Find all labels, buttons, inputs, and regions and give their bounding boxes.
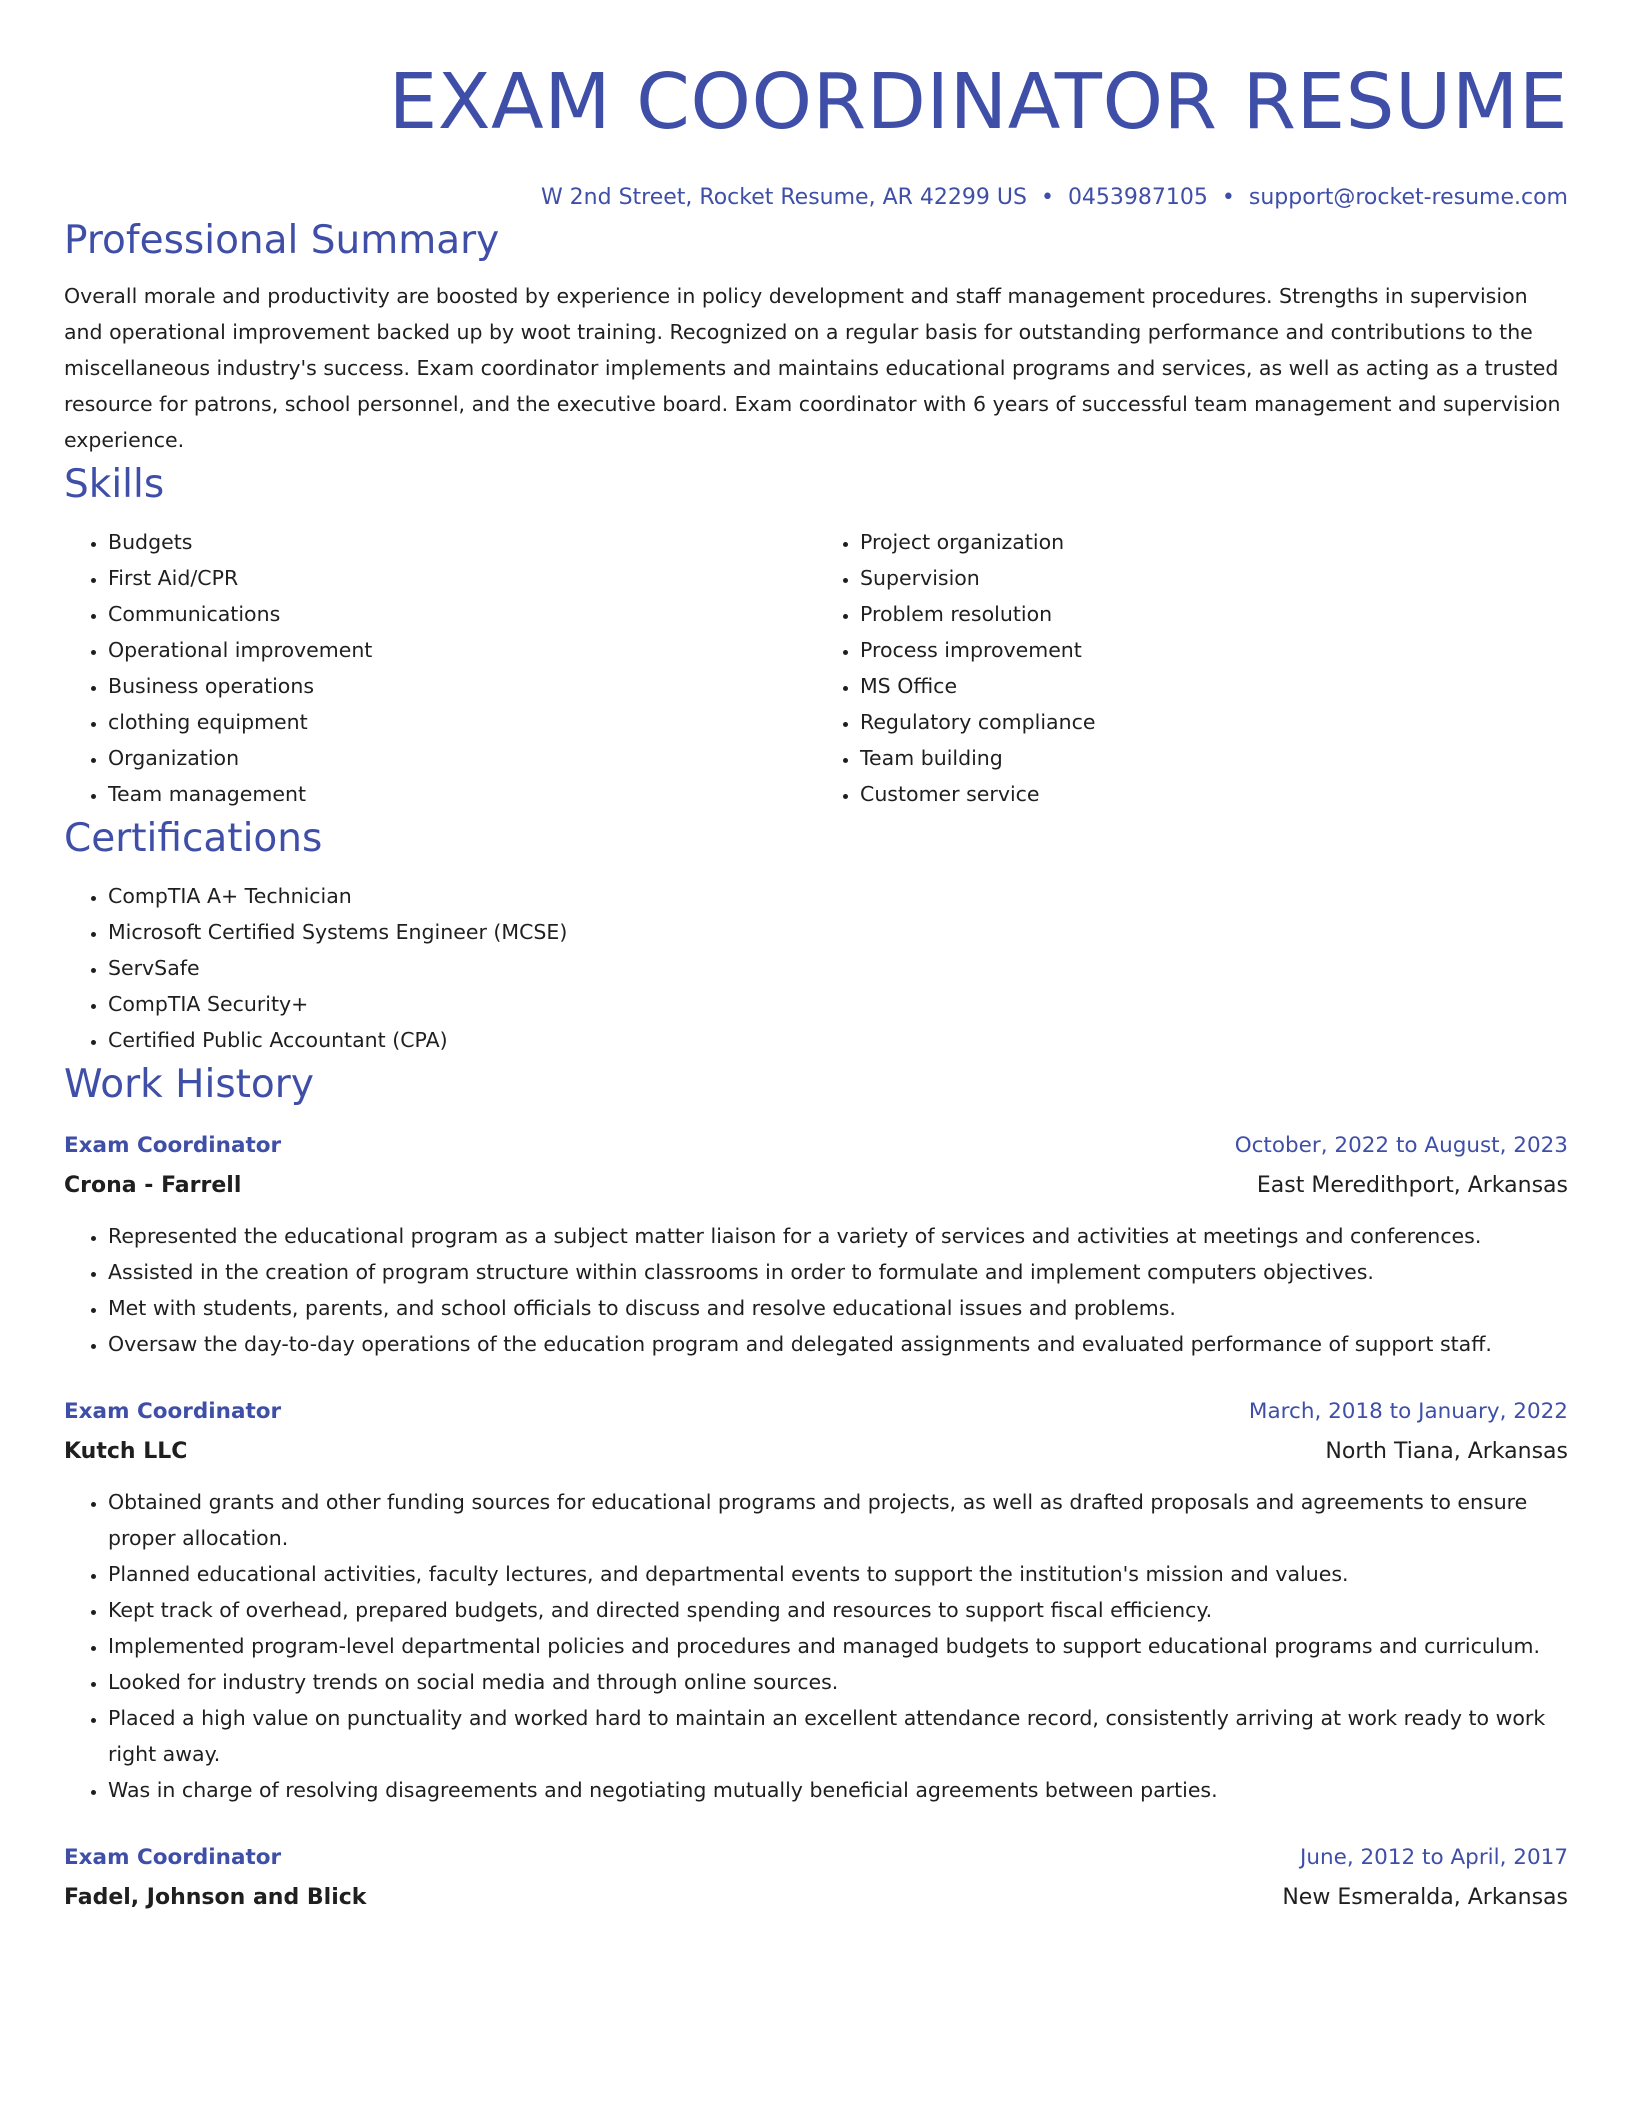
skill-item: • Customer service [860, 776, 1568, 812]
section-title-skills: Skills [64, 462, 165, 507]
job-header-row [64, 1392, 1568, 1432]
section-title-certifications: Certifications [64, 816, 323, 861]
job-bullets [64, 1484, 1568, 1808]
resume-name: EXAM COORDINATOR RESUME [388, 58, 1568, 147]
resume-header [64, 48, 1568, 214]
job-title: Exam Coordinator [64, 1133, 282, 1158]
contact-separator: • [1040, 185, 1054, 210]
certification-item: • CompTIA A+ Technician [108, 878, 1568, 914]
skill-item: • MS Office [860, 668, 1568, 704]
job-dates: October, 2022 to August, 2023 [1234, 1133, 1568, 1158]
skill-item: • Team building [860, 740, 1568, 776]
job-title: Exam Coordinator [64, 1845, 282, 1870]
certification-item: • Microsoft Certified Systems Engineer (MCSE) [108, 914, 1568, 950]
skill-item: • Team management [108, 776, 816, 812]
job-entry [64, 1392, 1568, 1808]
skill-item: • Business operations [108, 668, 816, 704]
skill-item: • First Aid/CPR [108, 560, 816, 596]
skills-list-left [64, 524, 816, 812]
job-company-row [64, 1878, 1568, 1918]
skill-item: • Problem resolution [860, 596, 1568, 632]
job-bullet: • Met with students, parents, and school officials to discuss and resolve educational issues and problems. [108, 1290, 1568, 1326]
job-bullet: • Assisted in the creation of program structure within classrooms in order to formulate and implement computers objectives. [108, 1254, 1568, 1290]
job-dates: June, 2012 to April, 2017 [1300, 1845, 1568, 1870]
skill-item: • Communications [108, 596, 816, 632]
skill-item: • Process improvement [860, 632, 1568, 668]
job-company: Crona - Farrell [64, 1173, 242, 1198]
summary-text: Overall morale and productivity are boosted by experience in policy development and staff management procedures. Strengths in supervision and operational improvement backed up by woot training. Recognized on a regular basis for outstanding performance and contributions to the miscellaneous industry's success. Exam coordinator implements and maintains educational programs and services, as well as acting as a trusted resource for patrons, school personnel, and the executive board. Exam coordinator with 6 years of successful team management and supervision experience. [64, 284, 1561, 452]
job-bullet: • Planned educational activities, faculty lectures, and departmental events to support the institution's mission and values. [108, 1556, 1568, 1592]
skills-list-right [816, 524, 1568, 812]
skill-item: • Project organization [860, 524, 1568, 560]
skills-columns [64, 524, 1568, 812]
contact-email[interactable]: support@rocket-resume.com [1248, 185, 1568, 210]
job-bullet: • Kept track of overhead, prepared budgets, and directed spending and resources to support fiscal efficiency. [108, 1592, 1568, 1628]
certification-item: • Certified Public Accountant (CPA) [108, 1022, 1568, 1058]
skill-item: • Regulatory compliance [860, 704, 1568, 740]
job-location: New Esmeralda, Arkansas [1282, 1885, 1568, 1910]
job-bullet: • Placed a high value on punctuality and worked hard to maintain an excellent attendance record, consistently arriving at work ready to work right away. [108, 1700, 1568, 1772]
contact-line [64, 182, 1568, 214]
contact-phone: 0453987105 [1067, 185, 1208, 210]
job-company: Kutch LLC [64, 1439, 188, 1464]
job-title: Exam Coordinator [64, 1399, 282, 1424]
skill-item: • Operational improvement [108, 632, 816, 668]
job-dates: March, 2018 to January, 2022 [1248, 1399, 1568, 1424]
job-bullet: • Oversaw the day-to-day operations of the education program and delegated assignments and evaluated performance of support staff. [108, 1326, 1568, 1362]
job-bullet: • Implemented program-level departmental policies and procedures and managed budgets to support educational programs and curriculum. [108, 1628, 1568, 1664]
certification-item: • ServSafe [108, 950, 1568, 986]
job-bullet: • Was in charge of resolving disagreements and negotiating mutually beneficial agreements between parties. [108, 1772, 1568, 1808]
job-location: East Meredithport, Arkansas [1256, 1173, 1568, 1198]
contact-separator: • [1221, 185, 1235, 210]
job-company-row [64, 1432, 1568, 1472]
job-company: Fadel, Johnson and Blick [64, 1885, 367, 1910]
job-bullet: • Represented the educational program as a subject matter liaison for a variety of services and activities at meetings and conferences. [108, 1218, 1568, 1254]
job-entry [64, 1126, 1568, 1362]
job-header-row [64, 1838, 1568, 1878]
job-bullet: • Looked for industry trends on social media and through online sources. [108, 1664, 1568, 1700]
certifications-list [64, 878, 1568, 1058]
skill-item: • Organization [108, 740, 816, 776]
job-company-row [64, 1166, 1568, 1206]
skill-item: • Supervision [860, 560, 1568, 596]
certification-item: • CompTIA Security+ [108, 986, 1568, 1022]
job-bullet: • Obtained grants and other funding sources for educational programs and projects, as well as drafted proposals and agreements to ensure proper allocation. [108, 1484, 1568, 1556]
skill-item: • clothing equipment [108, 704, 816, 740]
job-header-row [64, 1126, 1568, 1166]
section-title-work-history: Work History [64, 1062, 314, 1107]
skill-item: • Budgets [108, 524, 816, 560]
contact-address: W 2nd Street, Rocket Resume, AR 42299 US [540, 185, 1027, 210]
job-bullets [64, 1218, 1568, 1362]
job-entry [64, 1838, 1568, 1918]
job-location: North Tiana, Arkansas [1325, 1439, 1568, 1464]
section-title-summary: Professional Summary [64, 218, 500, 263]
